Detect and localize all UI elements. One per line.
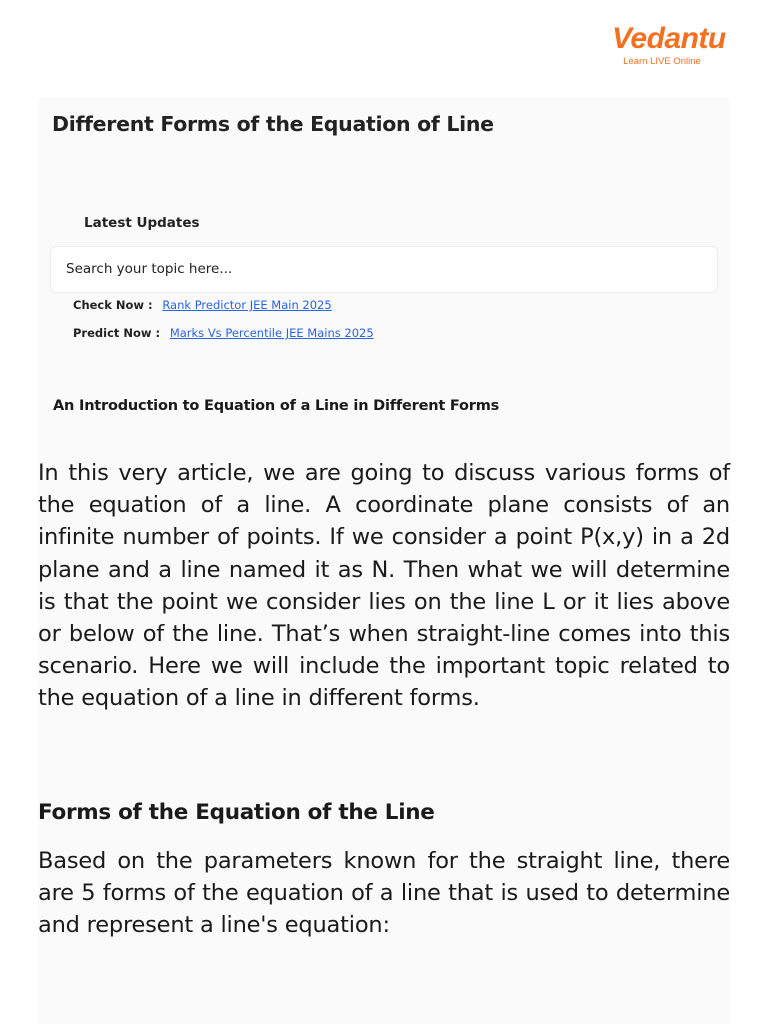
- section-heading: Forms of the Equation of the Line: [38, 800, 435, 825]
- section-paragraph: Based on the parameters known for the straight line, there are 5 forms of the equation of a line that is used to determine and represent a line's equation:: [38, 848, 730, 939]
- update-label: Check Now :: [73, 298, 153, 312]
- rank-predictor-link[interactable]: Rank Predictor JEE Main 2025: [162, 298, 332, 312]
- marks-vs-percentile-link[interactable]: Marks Vs Percentile JEE Mains 2025: [169, 326, 374, 340]
- page-title: Different Forms of the Equation of Line: [52, 112, 494, 136]
- update-label: Predict Now :: [73, 326, 161, 340]
- update-row-predict-now: [73, 326, 374, 340]
- latest-updates-heading: Latest Updates: [84, 215, 200, 231]
- logo-wordmark: Vedantu: [612, 22, 726, 55]
- intro-paragraph: In this very article, we are going to discuss various forms of the equation of a line. A coordinate plane consists of an infinite number of points. If we consider a point P(x,y) in a 2d plane and a line named it as N. Then what we will determine is that the point we consider lies on the line L or it lies above or below of the line. That’s when straight-line comes into this scenario. Here we will include the important topic related to the equation of a line in different forms.: [38, 460, 730, 712]
- vedantu-logo[interactable]: [612, 22, 726, 72]
- update-row-check-now: [73, 298, 332, 312]
- search-input[interactable]: [50, 246, 718, 293]
- search-placeholder: Search your topic here...: [66, 261, 233, 277]
- logo-tagline: Learn LIVE Online: [623, 56, 701, 67]
- intro-heading: An Introduction to Equation of a Line in Different Forms: [53, 398, 500, 414]
